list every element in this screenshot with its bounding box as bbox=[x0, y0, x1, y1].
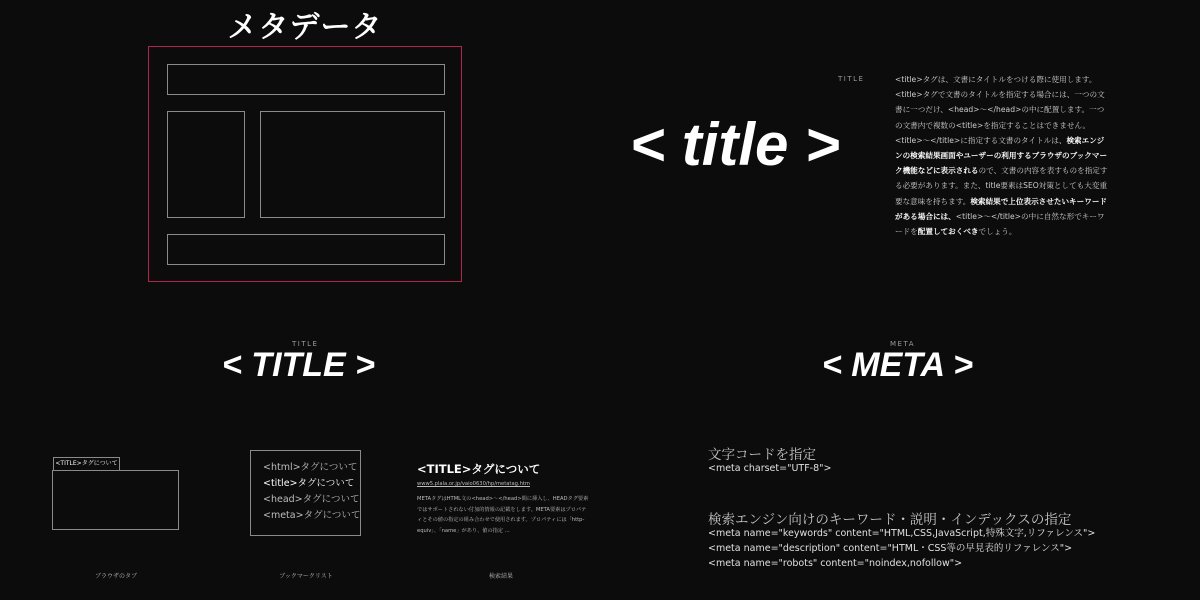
meta-section-label: META bbox=[890, 340, 915, 348]
search-result-url: www5.plala.or.jp/vaio0630/hp/metatag.htm bbox=[417, 481, 530, 487]
bookmark-item-meta: <meta>タグについて bbox=[263, 510, 361, 521]
seo-code-description: <meta name="description" content="HTML・CSS等の早見表的リファレンス"> bbox=[708, 543, 1073, 554]
title-description-segment: 検索エンジンの検索結果画面やユーザーの利用するブラウザのブックマーク機能などに表示される bbox=[895, 135, 1108, 176]
diagram-header-block bbox=[167, 64, 445, 95]
seo-code-keywords: <meta name="keywords" content="HTML,CSS,JavaScript,特殊文字,リファレンス"> bbox=[708, 528, 1096, 539]
charset-code-line: <meta charset="UTF-8"> bbox=[708, 463, 832, 474]
title-description-segment: <title>タグは、文書にタイトルをつける際に使用します。<title>タグで文書のタイトルを指定する場合には、一つの文書に一つだけ、<head>〜</head>の中に配置します。一つの文書内で複数の<title>を指定することはできません。<title>〜</title>に指定する文書のタイトルは、 bbox=[895, 75, 1105, 145]
browser-tab-label: <TITLE>タグについて bbox=[53, 457, 120, 471]
title-description-segment: ので、文書の内容を表すものを指定する必要があります。また、title要素はSEO対策としても大変重要な意味を持ちます。 bbox=[895, 166, 1108, 206]
bookmark-item-head: <head>タグについて bbox=[263, 494, 360, 505]
search-result-title: <TITLE>タグについて bbox=[417, 462, 541, 476]
title-description-segment: <title>〜</title>の中に自然な形でキーワードを bbox=[895, 211, 1105, 237]
bookmark-list-caption: ブックマークリスト bbox=[279, 573, 333, 580]
browser-tab-caption: ブラウザのタブ bbox=[94, 573, 137, 580]
title-section-big-title: < title > bbox=[630, 111, 841, 178]
title-description-segment: でしょう。 bbox=[978, 227, 1017, 237]
diagram-footer-block bbox=[167, 234, 445, 265]
search-result-caption: 検索結果 bbox=[488, 573, 513, 580]
bookmark-item-title: <title>タグについて bbox=[263, 478, 355, 489]
bookmark-list bbox=[250, 450, 361, 536]
bookmark-item-html: <html>タグについて bbox=[263, 462, 358, 473]
charset-heading: 文字コードを指定 bbox=[708, 447, 816, 463]
seo-heading: 検索エンジン向けのキーワード・説明・インデックスの指定 bbox=[708, 512, 1072, 528]
title-section-label: TITLE bbox=[838, 75, 865, 83]
metadata-heading: メタデータ bbox=[227, 10, 383, 45]
title-examples-heading: < TITLE > bbox=[222, 346, 376, 384]
title-examples-label: TITLE bbox=[292, 340, 319, 348]
seo-code-robots: <meta name="robots" content="noindex,nofollow"> bbox=[708, 558, 963, 569]
browser-tab-window bbox=[52, 470, 179, 530]
diagram-sidebar-block bbox=[167, 111, 245, 218]
diagram-main-block bbox=[260, 111, 445, 218]
title-description-segment: 検索結果で上位表示させたいキーワードがある場合には、 bbox=[895, 196, 1108, 221]
search-result-snippet: METAタグはHTML文の<head>〜</head>間に挿入し、HEADタグ要素ではサポートされない付加的情報の記載をします。META要素はプロパティとその値の指定の組み合わせで使用されます。プロパティには「http-equiv」、「name」があり、値の指定 ... bbox=[417, 496, 589, 534]
title-description-segment: 配置しておくべき bbox=[917, 227, 979, 237]
title-description bbox=[895, 72, 1110, 239]
meta-section-heading: < META > bbox=[822, 346, 974, 384]
